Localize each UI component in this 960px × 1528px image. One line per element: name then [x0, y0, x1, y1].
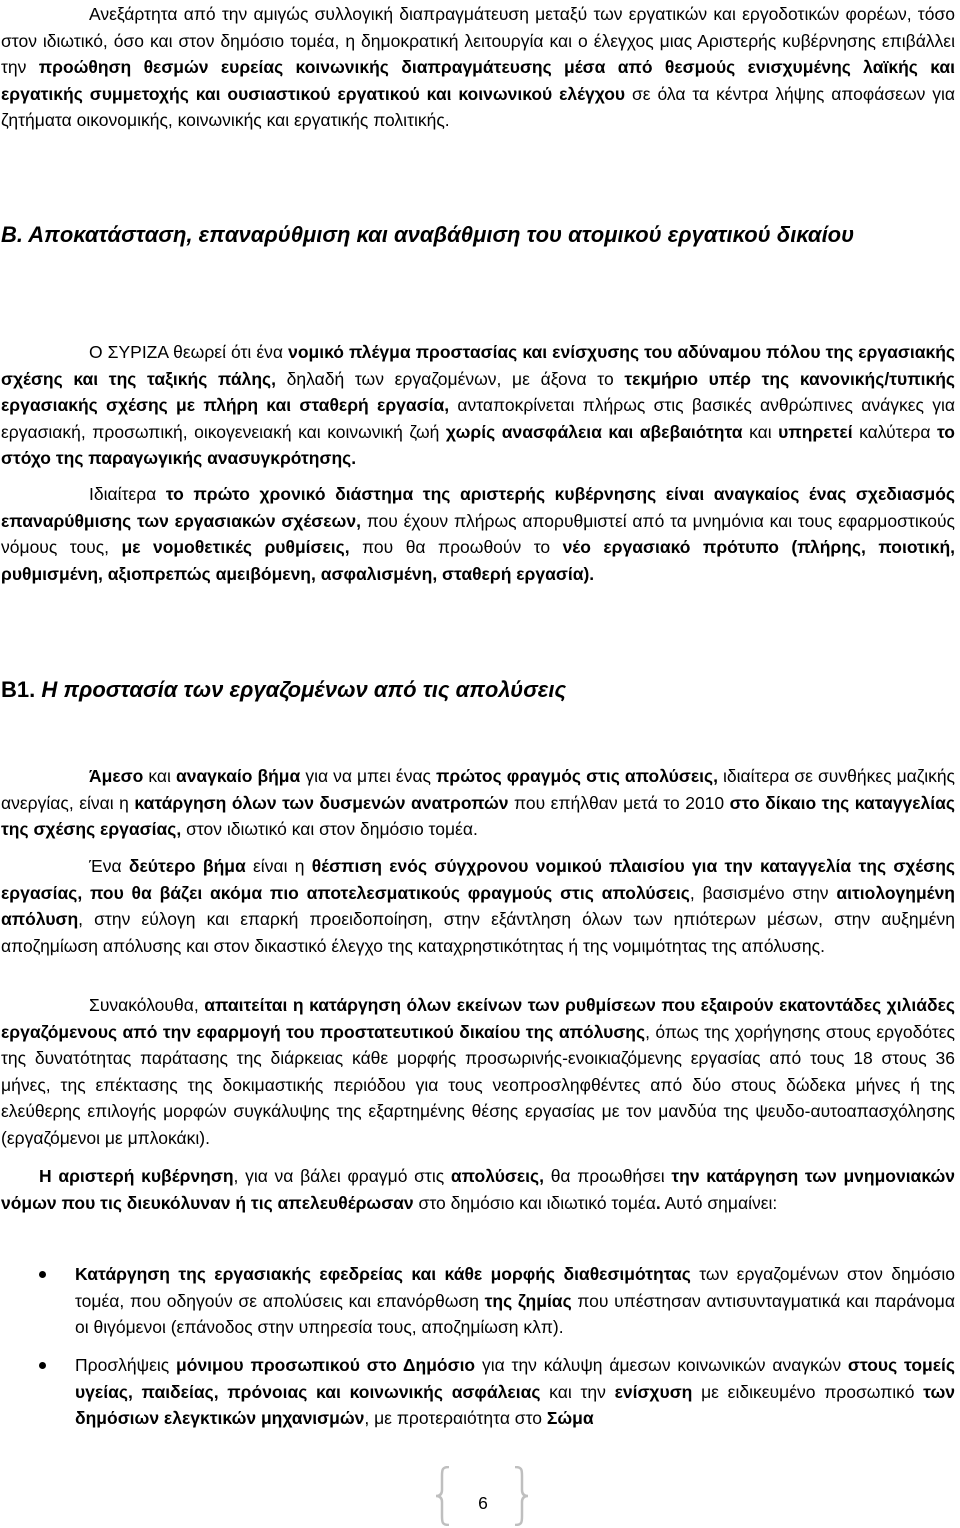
- text-run: ανταποκρίνεται πλήρως στις βασικές ανθρώπινες ανάγκες για εργασιακή, προσωπική, οικογενειακή και κοινωνική ζωή: [1, 395, 956, 442]
- bold-text-run: υπηρετεί: [778, 421, 853, 442]
- section-b1-paragraph-3: [1, 992, 955, 1152]
- section-b-heading: Β. Αποκατάσταση, επαναρύθμιση και αναβάθμιση του ατομικού εργατικού δικαίου: [1, 222, 855, 247]
- section-b-paragraph-2: [1, 481, 955, 587]
- bold-text-run: Η αριστερή κυβέρνηση: [39, 1166, 234, 1186]
- bold-text-run: των δημόσιων ελεγκτικών μηχανισμών: [75, 1381, 955, 1429]
- text-run: Ο ΣΥΡΙΖΑ θεωρεί ότι ένα: [89, 342, 289, 362]
- bullet-item-1: [75, 1261, 955, 1341]
- text-run: είναι η: [245, 856, 312, 876]
- bold-text-run: νέο εργασιακό πρότυπο (πλήρης, ποιοτική, ρυθμισμένη, αξιοπρεπώς αμειβόμενη, ασφαλισμένη, σταθερή εργασία).: [1, 537, 956, 584]
- right-brace-icon: [515, 1467, 528, 1525]
- bold-text-run: θέσπιση ενός σύγχρονου νομικού πλαισίου για την καταγγελία της σχέσης εργασίας, που θα βάζει ακόμα πιο αποτελεσματικούς φραγμούς στις απολύσεις: [1, 856, 956, 903]
- bold-text-run: με νομοθετικές ρυθμίσεις,: [121, 537, 350, 558]
- section-b-paragraph-1: [1, 339, 955, 472]
- text-run: ιδιαίτερα σε συνθήκες μαζικής ανεργίας, είναι η: [1, 766, 955, 813]
- left-brace-icon: [436, 1467, 449, 1525]
- text-run: με ειδικευμένο προσωπικό: [692, 1381, 924, 1402]
- bold-text-run: αιτιολογημένη απόλυση: [1, 882, 955, 930]
- text-run: , όπως της χορήγησης στους εργοδότες της δυνατότητας παράτασης της διάρκειας κάθε μορφής προσωρινής-ενοικιαζόμενης εργασίας από τους 18 στους 36 μήνες, της επέκτασης της δοκιμαστικής περιόδου για τους νεοπροσληφθέντες από δύο στους δώδεκα μήνες ή της ελεύθερης επιλογής μορφών συγκάλυψης της εξαρτημένης θέσης εργασίας με τον μανδύα της ψευδο-αυτοαπασχόλησης (εργαζόμενοι με μπλοκάκι).: [1, 1021, 955, 1148]
- text-run: δηλαδή των εργαζομένων, με άξονα το: [276, 368, 625, 389]
- text-run: , με προτεραιότητα στο: [364, 1408, 547, 1429]
- text-run: που υπέστησαν αντισυνταγματικά και παράνομα οι θιγόμενοι (επάνοδος στην υπηρεσία τους, αποζημίωση κλπ).: [75, 1290, 956, 1338]
- text-run: και την: [540, 1381, 615, 1402]
- text-run: που έχουν πλήρως απορυθμιστεί από τα μνημόνια και τους εφαρμοστικούς νόμους τους,: [1, 510, 955, 558]
- text-run: στον ιδιωτικό και στον δημόσιο τομέα.: [181, 819, 478, 840]
- bold-text-run: μόνιμου προσωπικού στο Δημόσιο: [176, 1355, 476, 1375]
- bullet-icon: [39, 1271, 46, 1278]
- text-run: Αυτό σημαίνει:: [660, 1192, 778, 1213]
- bold-text-run: απαιτείται η κατάργηση όλων εκείνων των ρυθμίσεων που εξαιρούν εκατοντάδες χιλιάδες εργαζόμενους από την εφαρμογή του προστατευτικού δικαίου της απόλυσης: [1, 995, 955, 1042]
- intro-paragraph: [1, 1, 955, 134]
- text-run: σε όλα τα κέντρα λήψης αποφάσεων για ζητήματα οικονομικής, κοινωνικής και εργατικής πολιτικής.: [1, 83, 956, 131]
- bold-text-run: στο δίκαιο της καταγγελίας της σχέσης εργασίας,: [1, 792, 955, 840]
- bold-text-run: .: [655, 1192, 661, 1213]
- bold-text-run: χωρίς ανασφάλεια και αβεβαιότητα: [445, 421, 743, 442]
- text-run: για την κάλυψη άμεσων κοινωνικών αναγκών: [475, 1355, 848, 1375]
- bold-text-run: Κατάργηση της εργασιακής εφεδρείας και κάθε μορφής διαθεσιμότητας: [75, 1264, 691, 1284]
- bold-text-run: προώθηση θεσμών ευρείας κοινωνικής διαπραγμάτευσης μέσα από θεσμούς ενισχυμένης λαϊκής και εργατικής συμμετοχής και ουσιαστικού εργατικού και κοινωνικού ελέγχου: [1, 57, 955, 104]
- text-run: και: [143, 766, 176, 786]
- text-run: που θα προωθούν το: [349, 537, 563, 558]
- section-b1-heading: [1, 674, 955, 705]
- bold-text-run: τεκμήριο υπέρ της κανονικής/τυπικής εργασιακής σχέσης με πλήρη και σταθερή εργασία,: [1, 368, 956, 416]
- section-b1-paragraph-4: [1, 1163, 955, 1216]
- text-run: Προσλήψεις: [75, 1355, 177, 1375]
- text-run: Ιδιαίτερα: [89, 484, 166, 504]
- text-run: , βασισμένο στην: [689, 882, 837, 903]
- bold-text-run: Σώμα: [546, 1408, 594, 1429]
- bold-text-run: της ζημίας: [484, 1290, 572, 1311]
- text-run: θα προωθήσει: [544, 1166, 672, 1186]
- bold-text-run: απολύσεις,: [450, 1166, 544, 1186]
- bold-text-run: δεύτερο βήμα: [128, 856, 246, 876]
- text-run: για να μπει ένας: [300, 766, 437, 786]
- text-run: καλύτερα: [852, 421, 937, 442]
- section-b1-paragraph-2: [1, 853, 955, 959]
- bold-text-run: αναγκαίο βήμα: [175, 766, 301, 786]
- bullet-icon: [39, 1362, 46, 1369]
- text-run: στο δημόσιο και ιδιωτικό τομέα: [413, 1192, 656, 1213]
- text-run: , στην εύλογη και επαρκή προειδοποίηση, στην εξάντληση όλων των ηπιότερων μέσων, στην αυξημένη αποζημίωση απόλυσης και στον δικαστικό έλεγχο της καταχρηστικότητας ή της νομιμότητας της απόλυσης.: [1, 909, 955, 956]
- page-number: 6: [478, 1493, 488, 1513]
- bold-text-run: το πρώτο χρονικό διάστημα της αριστερής κυβέρνησης είναι αναγκαίος ένας σχεδιασμός επαναρύθμισης των εργασιακών σχέσεων,: [1, 484, 955, 531]
- text-run: Ανεξάρτητα από την αμιγώς συλλογική διαπραγμάτευση μεταξύ των εργατικών και εργοδοτικών φορέων, τόσο στον ιδιωτικό, όσο και στον δημόσιο τομέα, η δημοκρατική λειτουργία και ο έλεγχος μιας Αριστερής κυβέρνησης επιβάλλει την: [1, 4, 955, 78]
- bold-text-run: στους τομείς υγείας, παιδείας, πρόνοιας και κοινωνικής ασφάλειας: [75, 1355, 955, 1402]
- bold-text-run: την κατάργηση των μνημονιακών νόμων που τις διευκόλυναν ή τις απελευθέρωσαν: [1, 1166, 956, 1213]
- bullet-item-2: [75, 1352, 955, 1432]
- text-run: που επήλθαν μετά το 2010: [508, 792, 730, 813]
- bold-text-run: πρώτος φραγμός στις απολύσεις,: [436, 766, 718, 786]
- bold-text-run: Άμεσο: [89, 766, 144, 786]
- bold-text-run: ενίσχυση: [614, 1381, 693, 1402]
- section-b1-paragraph-1: [1, 763, 955, 843]
- section-b1-number: Β1.: [1, 677, 36, 702]
- bold-text-run: νομικό πλέγμα προστασίας και ενίσχυσης του αδύναμου πόλου της εργασιακής σχέσης και της ταξικής πάλης,: [1, 342, 956, 389]
- text-run: , για να βάλει φραγμό στις: [233, 1166, 451, 1186]
- text-run: Ένα: [89, 856, 129, 876]
- text-run: και: [742, 421, 779, 442]
- section-b1-title: Η προστασία των εργαζομένων από τις απολύσεις: [41, 677, 567, 702]
- text-run: των εργαζομένων στον δημόσιο τομέα, που οδηγούν σε απολύσεις και επανόρθωση: [75, 1264, 955, 1311]
- bold-text-run: κατάργηση όλων των δυσμενών ανατροπών: [134, 792, 509, 813]
- text-run: Συνακόλουθα,: [89, 995, 205, 1015]
- bold-text-run: το στόχο της παραγωγικής ανασυγκρότησης.: [1, 421, 955, 469]
